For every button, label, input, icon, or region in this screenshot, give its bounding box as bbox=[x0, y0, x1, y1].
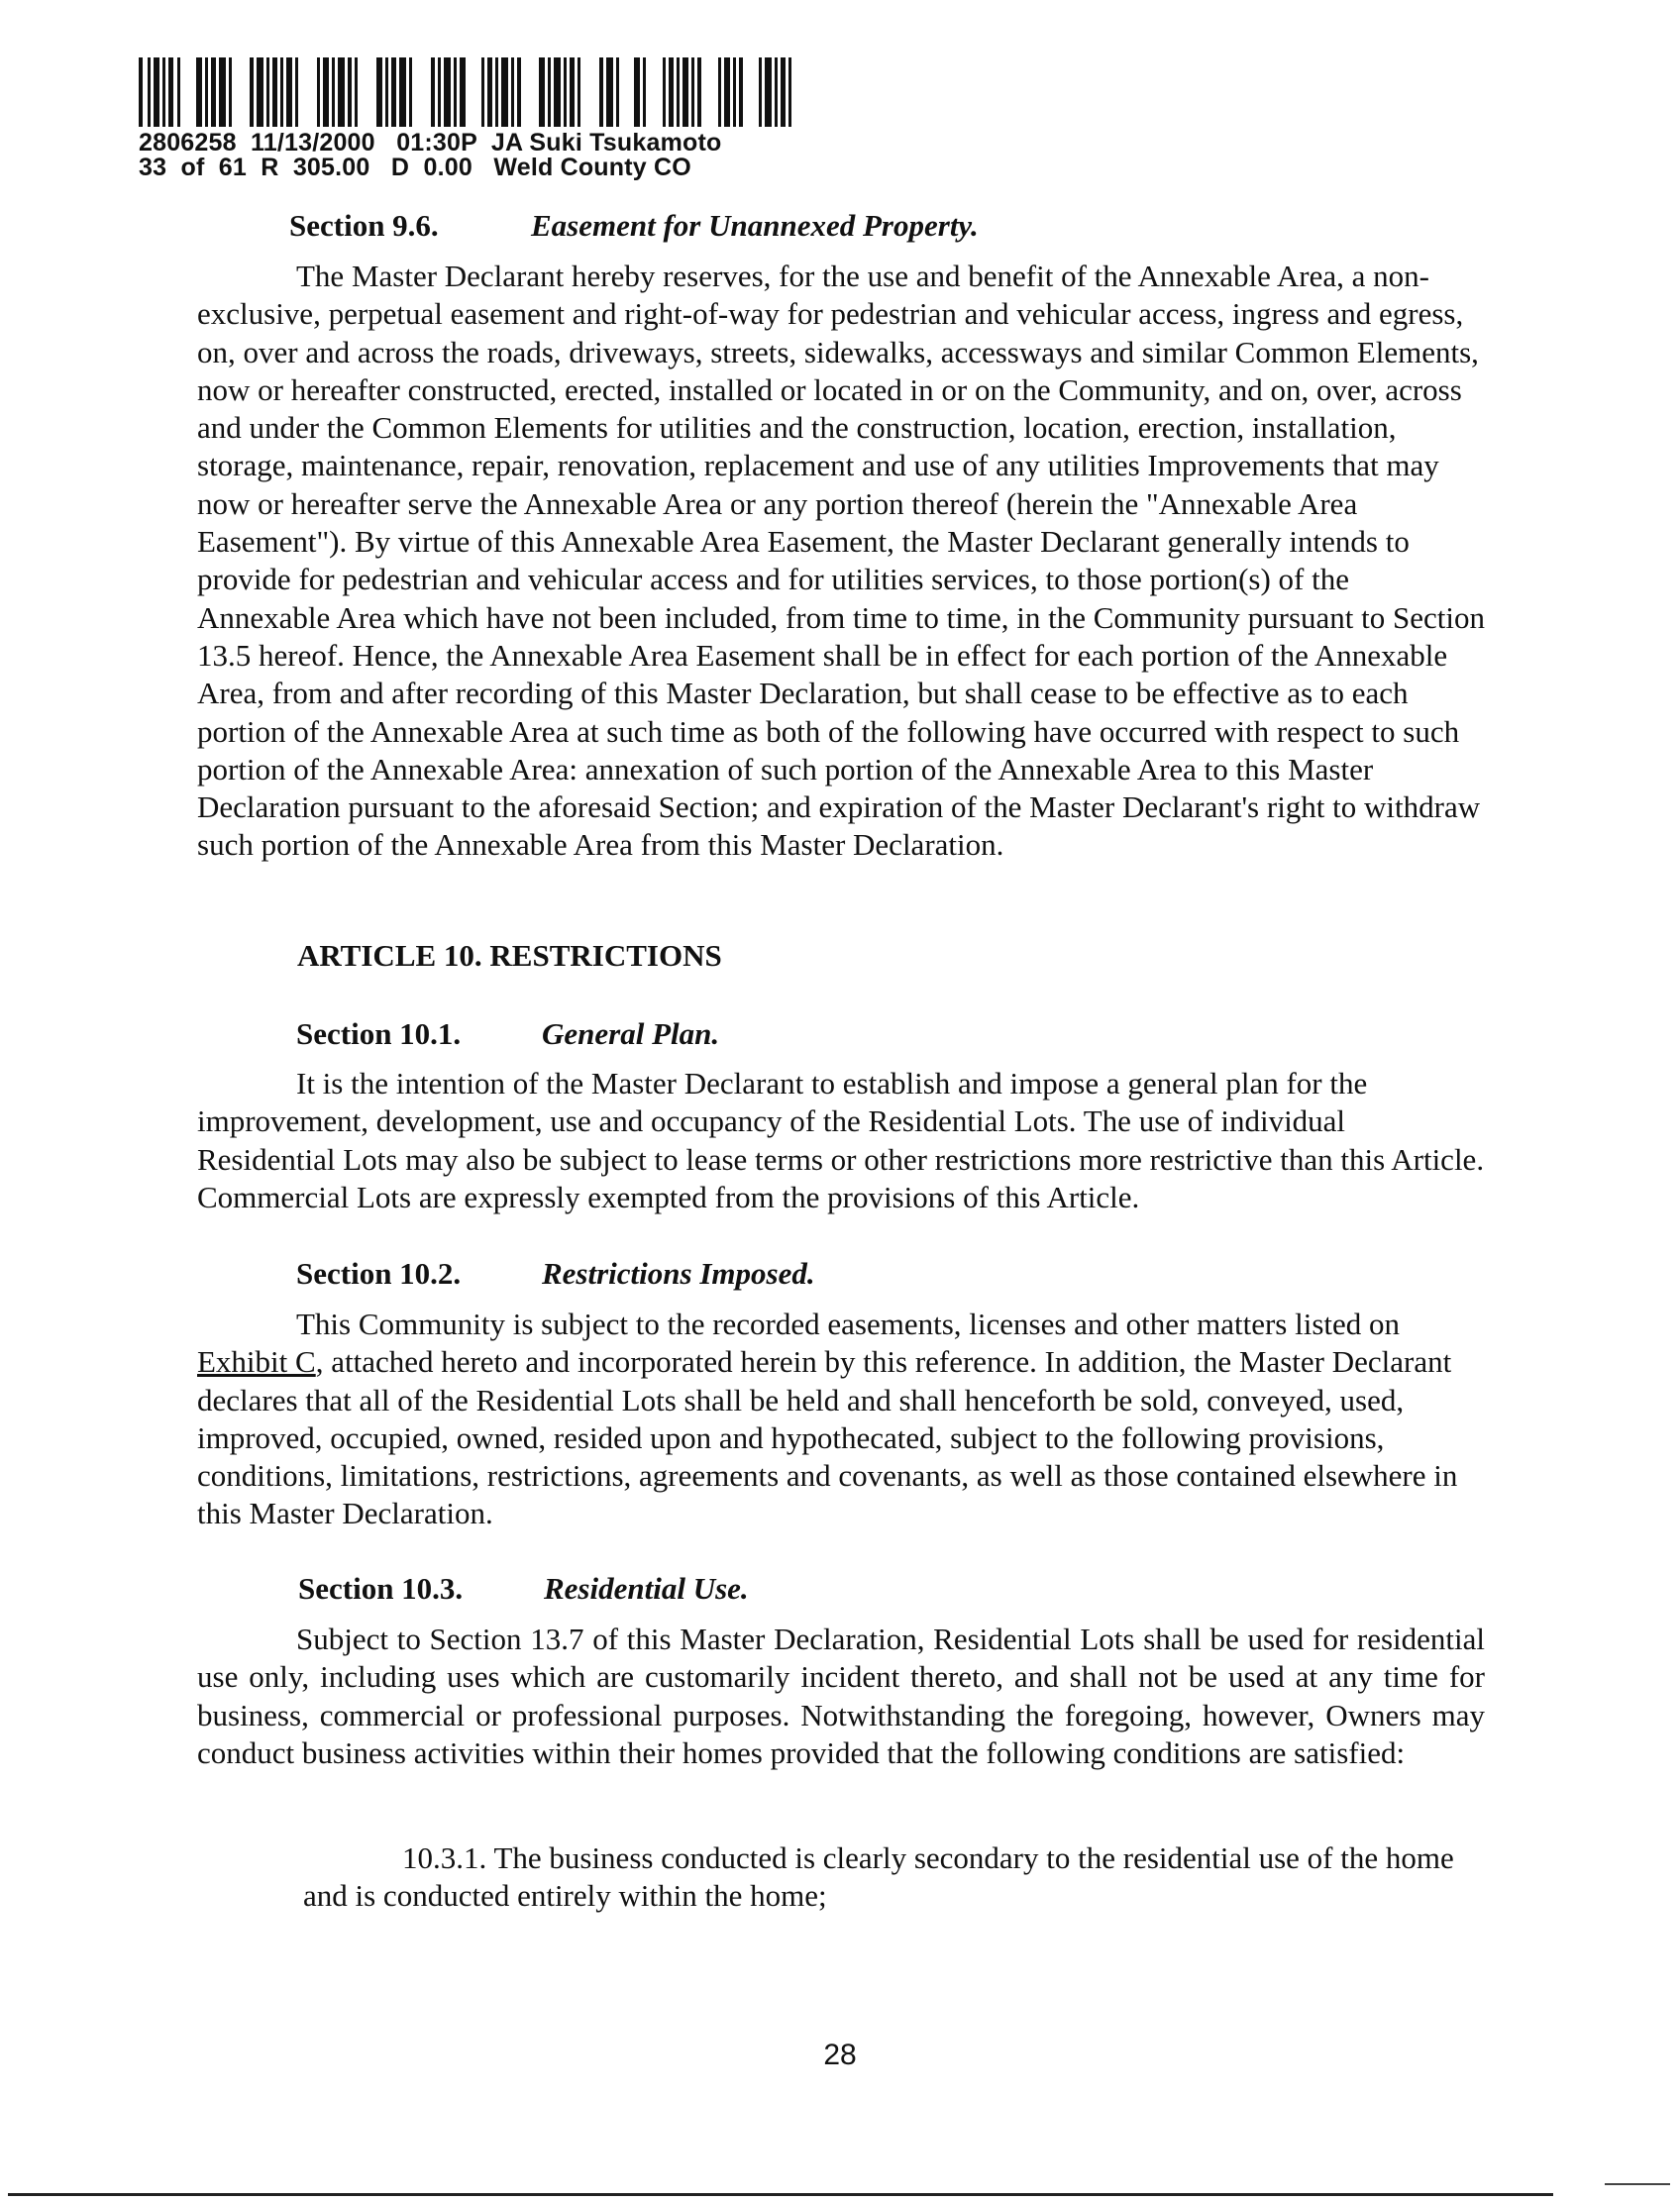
section-title: General Plan. bbox=[542, 1016, 720, 1051]
exhibit-c-reference: Exhibit C bbox=[197, 1344, 316, 1380]
section-title: Restrictions Imposed. bbox=[542, 1256, 815, 1291]
section-10-3-paragraph: Subject to Section 13.7 of this Master Declaration, Residential Lots shall be used for residential use only, including uses which are customarily incident thereto, and shall not be used at any time for business, commercial or professional purposes. Notwithstanding the foregoing, however, Owners may conduct business activities within their homes provided that the following conditions are satisfied: bbox=[197, 1622, 1485, 1770]
section-10-2-text-end: , attached hereto and incorporated herein by this reference. In addition, the Master Declarant declares that all of the Residential Lots shall be held and shall henceforth be sold, conveyed, used, improved, occupied, owned, resided upon and hypothecated, subject to the following provisions, conditions, limitations, restrictions, agreements and covenants, as well as those contained elsewhere in this Master Declaration. bbox=[197, 1344, 1458, 1531]
section-10-1-heading bbox=[296, 1016, 719, 1052]
section-number: Section 9.6. bbox=[289, 208, 439, 243]
section-title: Easement for Unannexed Property. bbox=[531, 208, 979, 243]
recording-barcode bbox=[139, 57, 832, 127]
footer-rule bbox=[8, 2193, 1553, 2196]
section-10-2-text-start: This Community is subject to the recorded easements, licenses and other matters listed on bbox=[296, 1307, 1401, 1341]
section-10-3-heading bbox=[298, 1571, 749, 1607]
article-10-heading: ARTICLE 10. RESTRICTIONS bbox=[297, 938, 722, 973]
section-number: Section 10.2. bbox=[296, 1256, 462, 1291]
section-9-6-paragraph: The Master Declarant hereby reserves, for the use and benefit of the Annexable Area, a non-exclusive, perpetual easement and right-of-way for pedestrian and vehicular access, ingress and egress, on, over and across the roads, driveways, streets, sidewalks, accessways and similar Common Elements, now or hereafter constructed, erected, installed or located in or on the Community, and on, over, across and under the Common Elements for utilities and the construction, location, erection, installation, storage, maintenance, repair, renovation, replacement and use of any utilities Improvements that may now or hereafter serve the Annexable Area or any portion thereof (herein the "Annexable Area Easement"). By virtue of this Annexable Area Easement, the Master Declarant generally intends to provide for pedestrian and vehicular access and for utilities services, to those portion(s) of the Annexable Area which have not been included, from time to time, in the Community pursuant to Section 13.5 hereof. Hence, the Annexable Area Easement shall be in effect for each portion of the Annexable Area, from and after recording of this Master Declaration, but shall cease to be effective as to each portion of the Annexable Area at such time as both of the following have occurred with respect to such portion of the Annexable Area: annexation of such portion of the Annexable Area to this Master Declaration pursuant to the aforesaid Section; and expiration of the Master Declarant's right to withdraw such portion of the Annexable Area from this Master Declaration. bbox=[197, 259, 1485, 863]
section-10-2-heading bbox=[296, 1256, 815, 1292]
section-10-1-paragraph: It is the intention of the Master Declarant to establish and impose a general plan for the improvement, development, use and occupancy of the Residential Lots. The use of individual Residential Lots may also be subject to lease terms or other restrictions more restrictive than this Article. Commercial Lots are expressly exempted from the provisions of this Article. bbox=[197, 1066, 1485, 1214]
section-number: Section 10.3. bbox=[298, 1571, 464, 1606]
section-10-3-1-item: 10.3.1. The business conducted is clearly secondary to the residential use of the home and is conducted entirely within the home; bbox=[303, 1840, 1454, 1914]
footer-rule-right bbox=[1605, 2183, 1670, 2185]
recording-stamp-line-2: 33 of 61 R 305.00 D 0.00 Weld County CO bbox=[139, 154, 691, 181]
section-title: Residential Use. bbox=[544, 1571, 749, 1606]
recording-stamp-line-1: 2806258 11/13/2000 01:30P JA Suki Tsukamoto bbox=[139, 129, 722, 157]
section-9-6-heading bbox=[289, 208, 979, 244]
section-10-2-paragraph bbox=[197, 1306, 1485, 1533]
section-number: Section 10.1. bbox=[296, 1016, 462, 1051]
page-number: 28 bbox=[823, 2039, 857, 2071]
